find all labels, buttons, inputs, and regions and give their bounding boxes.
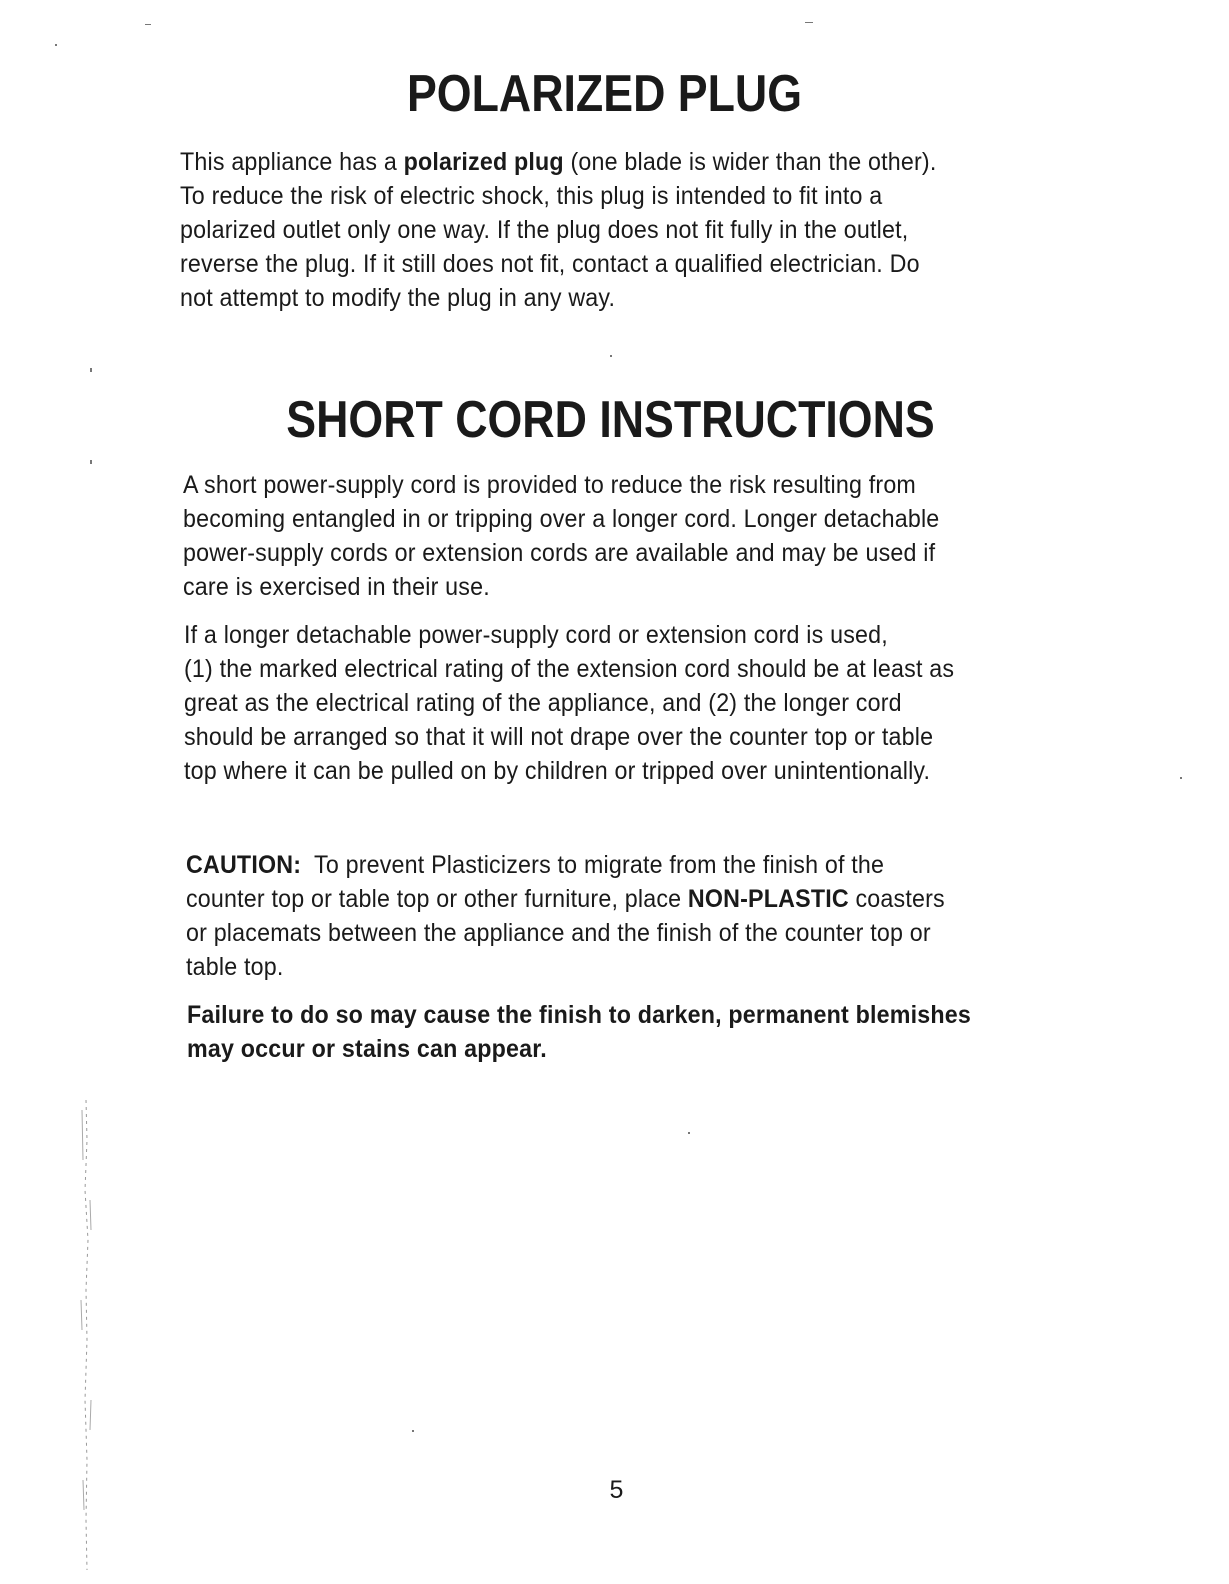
line-text: To prevent Plasticizers to migrate from the finish of the — [301, 851, 885, 879]
paragraph-line: table top. — [186, 953, 284, 981]
paragraph-line: may occur or stains can appear. — [187, 1035, 547, 1063]
scan-speck — [1180, 777, 1182, 779]
scan-speck — [610, 355, 612, 357]
caution-warning — [187, 998, 1030, 1066]
paragraph-line: (1) the marked electrical rating of the extension cord should be at least as — [184, 655, 955, 683]
scan-speck — [805, 22, 813, 23]
scan-speck — [90, 460, 92, 464]
line-text: (one blade is wider than the other). — [563, 148, 937, 176]
paragraph-line: becoming entangled in or tripping over a longer cord. Longer detachable — [183, 505, 940, 533]
short-cord-paragraph-2 — [184, 618, 1012, 788]
paragraph-line: polarized outlet only one way. If the plug does not fit fully in the outlet, — [180, 216, 909, 244]
line-text: This appliance has a — [180, 148, 404, 176]
line-text: coasters — [848, 885, 945, 913]
paragraph-line: power-supply cords or extension cords are available and may be used if — [183, 539, 936, 567]
scan-edge-artifact — [76, 1100, 98, 1570]
caution-label: CAUTION: — [186, 851, 302, 879]
paragraph-line — [186, 848, 945, 882]
polarized-plug-term: polarized plug — [403, 148, 564, 176]
scan-speck — [90, 368, 92, 372]
paragraph-line: care is exercised in their use. — [183, 573, 490, 601]
paragraph-line: not attempt to modify the plug in any way. — [180, 284, 616, 312]
paragraph-line: Failure to do so may cause the finish to darken, permanent blemishes — [187, 1001, 971, 1029]
polarized-plug-paragraph — [180, 145, 993, 315]
line-text: counter top or table top or other furniture, place — [186, 885, 688, 913]
non-plastic-term: NON-PLASTIC — [687, 885, 849, 913]
scan-speck — [55, 44, 57, 46]
short-cord-paragraph-1 — [183, 468, 996, 604]
paragraph-line: top where it can be pulled on by children or tripped over unintentionally. — [184, 757, 931, 785]
paragraph-line: A short power-supply cord is provided to reduce the risk resulting from — [183, 471, 916, 499]
paragraph-line: should be arranged so that it will not drape over the counter top or table — [184, 723, 934, 751]
paragraph-line: great as the electrical rating of the appliance, and (2) the longer cord — [184, 689, 902, 717]
paragraph-line — [180, 145, 936, 179]
short-cord-heading: SHORT CORD INSTRUCTIONS — [286, 391, 935, 449]
page-number: 5 — [609, 1476, 624, 1504]
paragraph-line: To reduce the risk of electric shock, this plug is intended to fit into a — [180, 182, 883, 210]
paragraph-line — [186, 882, 945, 916]
scan-speck — [145, 24, 151, 25]
paragraph-line: or placemats between the appliance and the finish of the counter top or — [186, 919, 931, 947]
paragraph-line: If a longer detachable power-supply cord or extension cord is used, — [184, 621, 888, 649]
scan-speck — [688, 1132, 690, 1134]
scan-speck — [412, 1430, 414, 1432]
caution-paragraph — [186, 848, 1002, 984]
paragraph-line: reverse the plug. If it still does not fit, contact a qualified electrician. Do — [180, 250, 920, 278]
polarized-plug-heading: POLARIZED PLUG — [406, 65, 803, 123]
